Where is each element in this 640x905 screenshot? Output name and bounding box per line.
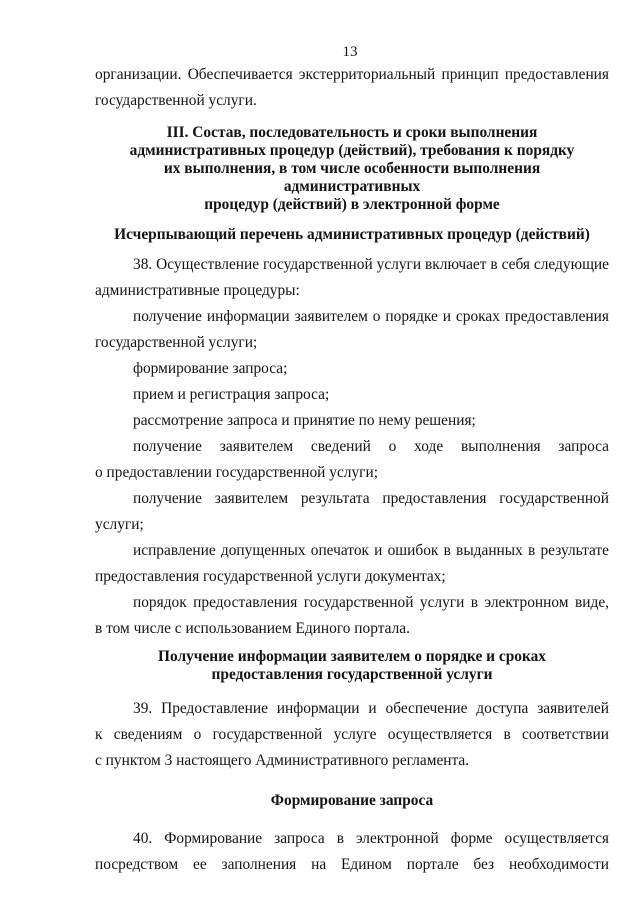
section-title-line: III. Состав, последовательность и сроки выполнения (166, 124, 538, 141)
subsection-heading-line: Получение информации заявителем о порядке и сроках (158, 648, 546, 665)
paragraph-line: с пунктом 3 настоящего Административного регламента. (95, 752, 470, 769)
list-item-line: прием и регистрация запроса; (133, 386, 330, 403)
section-title (95, 124, 609, 214)
subsection-heading-line: предоставления государственной услуги (211, 666, 493, 683)
list-item-line: предоставления государственной услуги документах; (95, 568, 446, 585)
paragraph-line: 39. Предоставление информации и обеспечение доступа заявителей (133, 700, 609, 717)
list-item-line: услуги; (95, 516, 144, 533)
paragraph-line: административные процедуры: (95, 282, 300, 299)
subsection-heading: Формирование запроса (270, 792, 434, 809)
paragraph-line: к сведениям о государственной услуге осуществляется в соответствии (95, 726, 609, 743)
list-item-line: порядок предоставления государственной услуги в электронном виде, (133, 594, 609, 611)
subsection-heading (95, 648, 609, 684)
list-item-line: исправление допущенных опечаток и ошибок в выданных в результате (133, 542, 609, 559)
paragraph-line: посредством ее заполнения на Едином портале без необходимости (95, 856, 609, 873)
section-title-line: процедур (действий) в электронной форме (204, 196, 500, 213)
list-item-line: государственной услуги; (95, 334, 258, 351)
section-title-line: их выполнения, в том числе особенности выполнения административных (163, 160, 541, 195)
list-item-line: получение заявителем результата предоставления государственной (133, 490, 609, 507)
paragraph-line: организации. Обеспечивается экстерриториальный принцип предоставления (95, 66, 609, 83)
list-item-line: получение заявителем сведений о ходе выполнения запроса (133, 438, 609, 455)
page-number: 13 (342, 44, 358, 60)
list-item-line: в том числе с использованием Единого портала. (95, 620, 410, 637)
paragraph-line: 40. Формирование запроса в электронной форме осуществляется (133, 830, 609, 847)
list-item-line: о предоставлении государственной услуги; (95, 464, 378, 481)
subsection-heading: Исчерпывающий перечень административных процедур (действий) (114, 226, 590, 243)
list-item-line: получение информации заявителем о порядке и сроках предоставления (133, 308, 609, 325)
list-item-line: формирование запроса; (133, 360, 288, 377)
document-body (95, 62, 609, 878)
paragraph-line: 38. Осуществление государственной услуги включает в себя следующие (133, 256, 609, 273)
paragraph-line: государственной услуги. (95, 92, 257, 109)
section-title-line: административных процедур (действий), требования к порядку (129, 142, 575, 159)
list-item-line: рассмотрение запроса и принятие по нему решения; (133, 412, 476, 429)
